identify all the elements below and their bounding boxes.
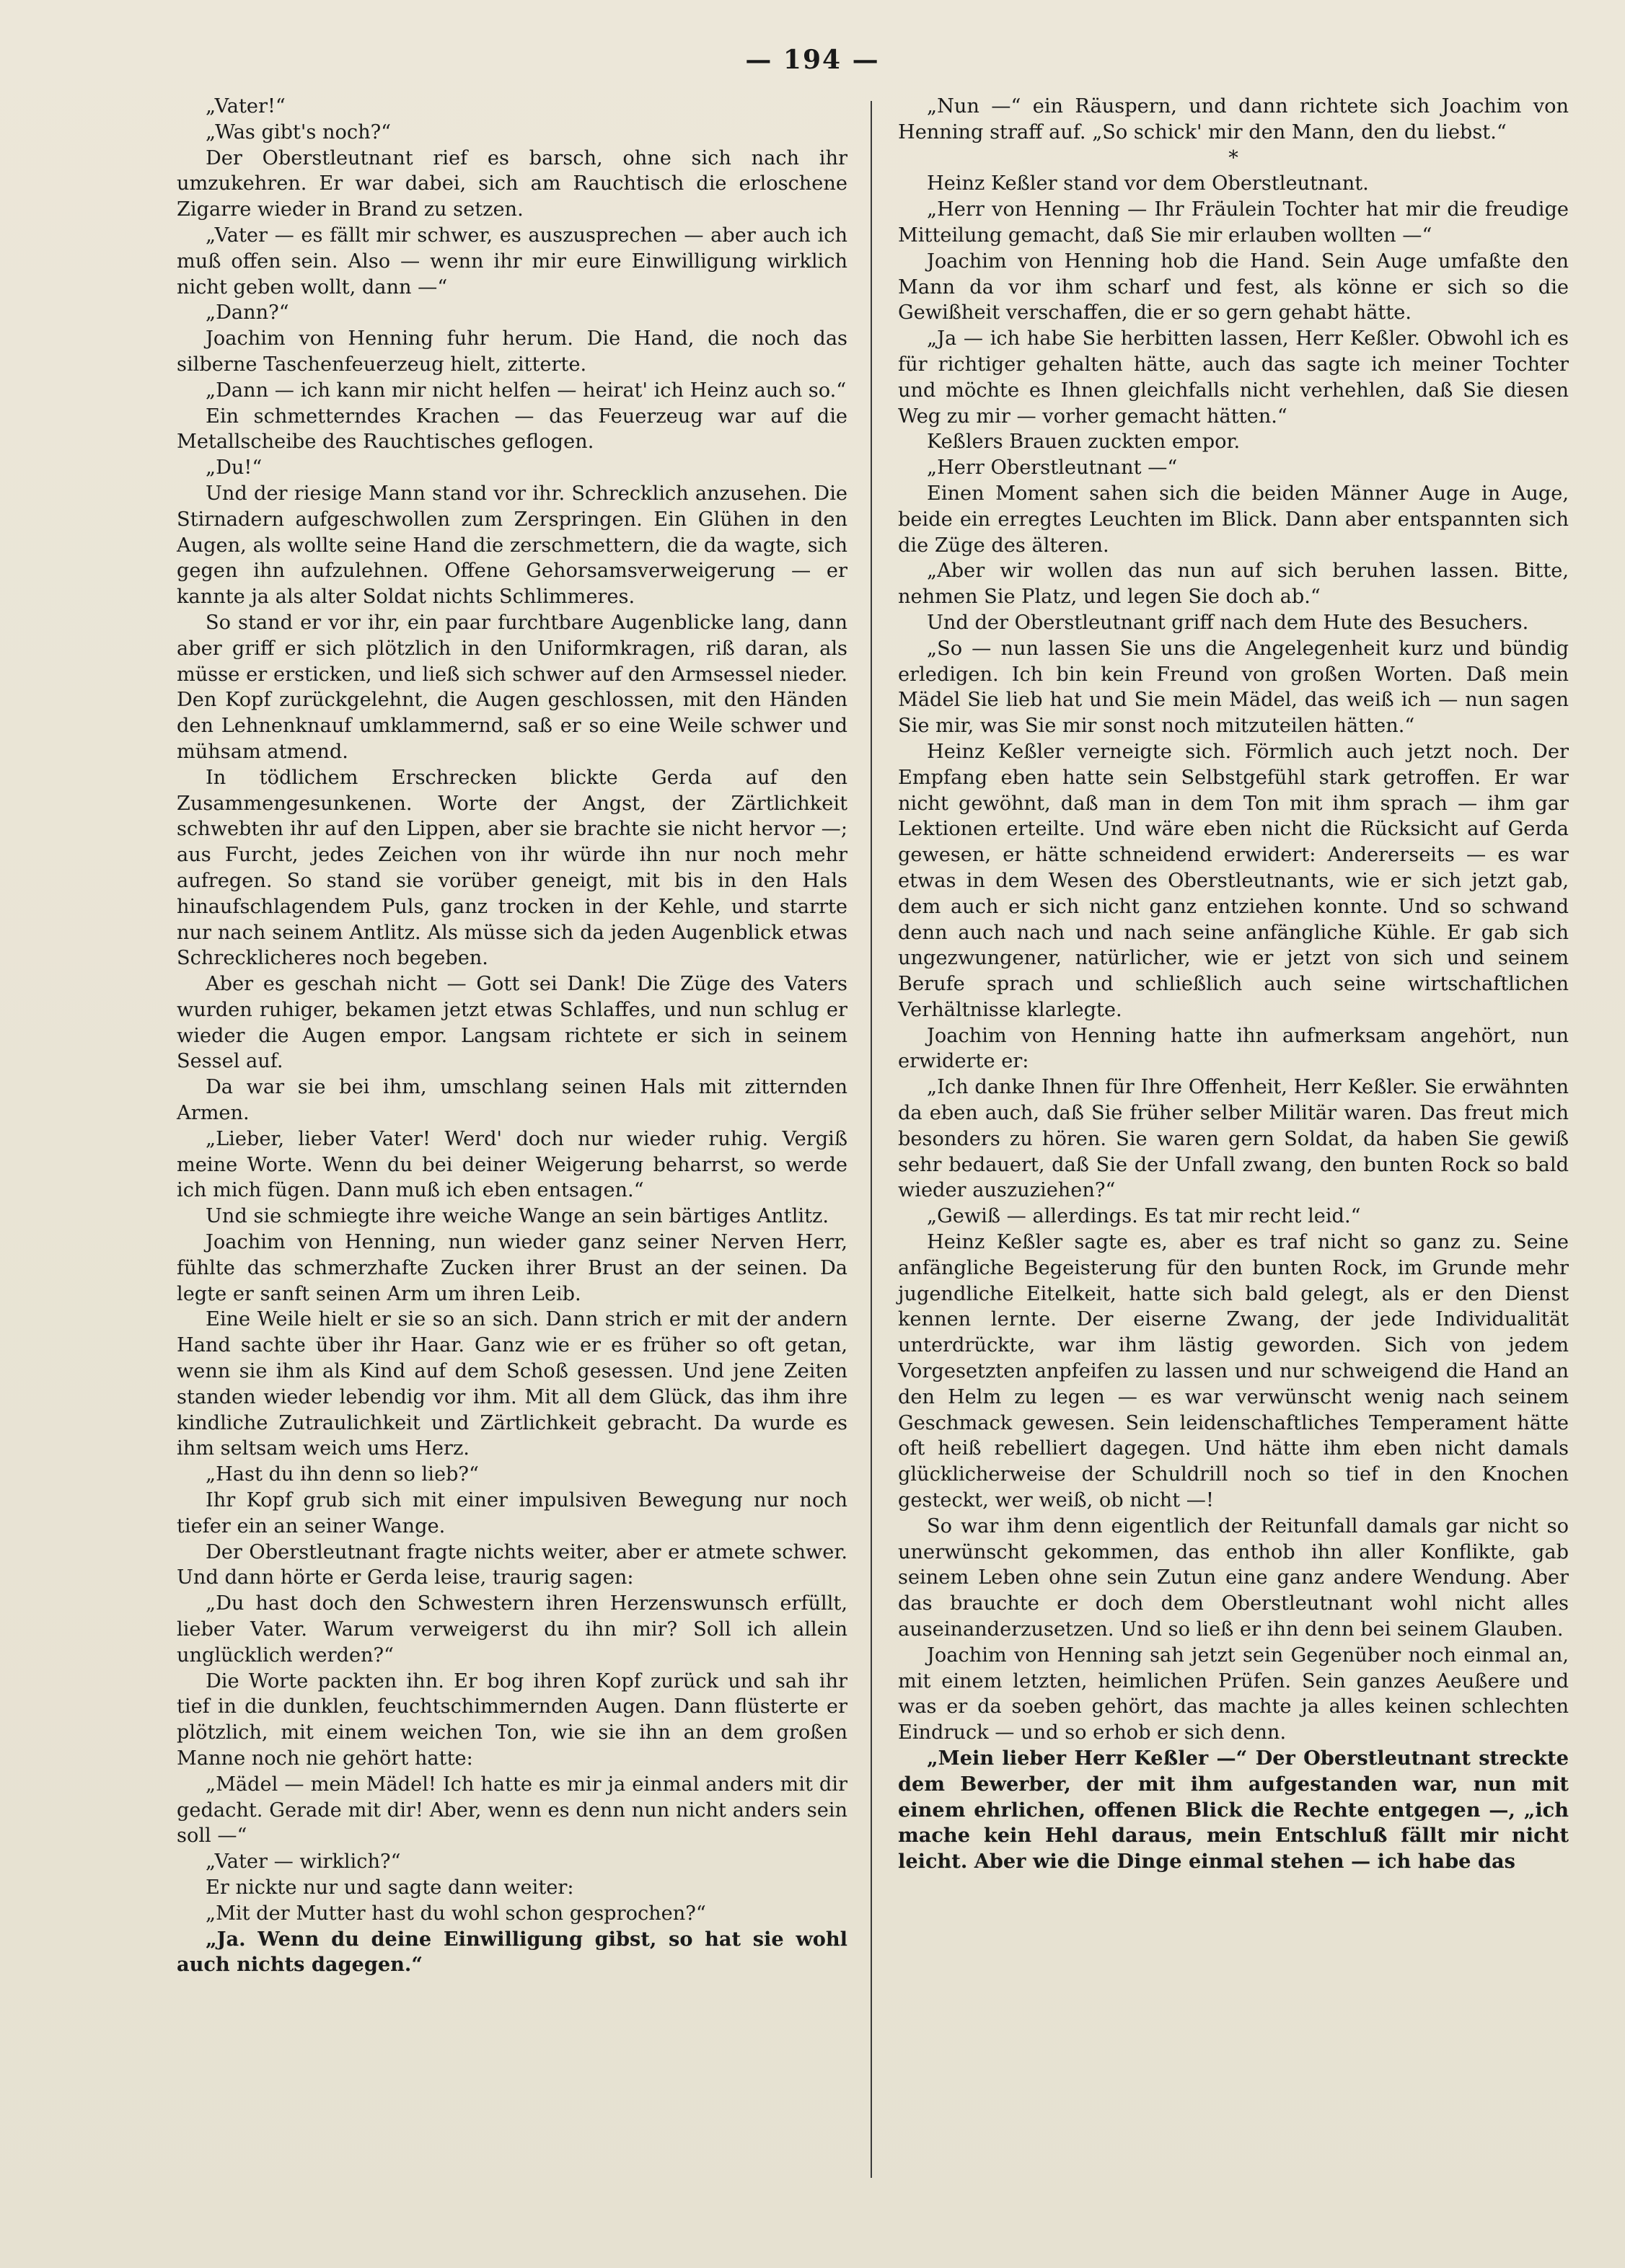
page-number: — 194 —	[745, 45, 880, 75]
paragraph: Da war sie bei ihm, umschlang seinen Hals mit zitternden Armen.	[177, 1076, 847, 1125]
column-divider	[871, 101, 872, 2178]
paragraph: Aber es geschah nicht — Gott sei Dank! Die Züge des Vaters wurden ruhiger, bekamen jetzt etwas Schlaffes, und nun schlug er wieder die Augen empor. Langsam richtete er sich in seinem Sessel auf.	[177, 973, 847, 1073]
paragraph: Und der Oberstleutnant griff nach dem Hute des Besuchers.	[927, 611, 1529, 634]
paragraph: „Aber wir wollen das nun auf sich beruhen lassen. Bitte, nehmen Sie Platz, und legen Sie doch ab.“	[898, 560, 1569, 609]
paragraph: „So — nun lassen Sie uns die Angelegenheit kurz und bündig erledigen. Ich bin kein Freund von großen Worten. Daß mein Mädel Sie lieb hat und Sie mein Mädel, das weiß ich — nun sagen Sie mir, was Sie mir sonst noch mitzuteilen hätten.“	[898, 637, 1569, 738]
paragraph: In tödlichem Erschrecken blickte Gerda auf den Zusammengesunkenen. Worte der Angst, der Zärtlichkeit schwebten ihr auf den Lippen, aber sie brachte sie nicht hervor —; aus Furcht, jedes Zeichen von ihr würde ihn nur noch mehr aufregen. So stand sie vorüber geneigt, mit bis in den Hals hinaufschlagendem Puls, ganz trocken in der Kehle, und starrte nur nach seinem Antlitz. Als müsse sich da jeden Augenblick etwas Schrecklicheres noch begeben.	[177, 766, 847, 970]
paragraph: So stand er vor ihr, ein paar furchtbare Augenblicke lang, dann aber griff er sich plötzlich in den Uniformkragen, riß daran, als müsse er ersticken, und ließ sich schwer auf den Armsessel nieder. Den Kopf zurückgelehnt, die Augen geschlossen, mit den Händen den Lehnenknauf umklammernd, saß er so eine Weile schwer und mühsam atmend.	[177, 611, 847, 763]
paragraph: „Du hast doch den Schwestern ihren Herzenswunsch erfüllt, lieber Vater. Warum verweigerst du ihn mir? Soll ich allein unglücklich werden?“	[177, 1592, 847, 1667]
paragraph: „Vater — es fällt mir schwer, es auszusprechen — aber auch ich muß offen sein. Also — wenn ihr mir eure Einwilligung wirklich nicht geben wollt, dann —“	[177, 224, 847, 299]
paragraph: Joachim von Henning hob die Hand. Sein Auge umfaßte den Mann da vor ihm scharf und fest, als könne er sich so die Gewißheit verschaffen, die er so gern gehabt hätte.	[898, 250, 1569, 325]
paragraph: Joachim von Henning fuhr herum. Die Hand, die noch das silberne Taschenfeuerzeug hielt, zitterte.	[177, 327, 847, 376]
paragraph: So war ihm denn eigentlich der Reitunfall damals gar nicht so unerwünscht gekommen, das enthob ihn aller Konflikte, gab seinem Leben ohne sein Zutun eine ganz andere Wendung. Aber das brauchte er doch dem Oberstleutnant wohl nicht alles auseinanderzusetzen. Und so ließ er ihn denn bei seinem Glauben.	[898, 1514, 1569, 1641]
paragraph: Heinz Keßler stand vor dem Oberstleutnant.	[927, 172, 1369, 195]
paragraph: „Dann?“	[206, 301, 289, 325]
paragraph: Die Worte packten ihn. Er bog ihren Kopf zurück und sah ihr tief in die dunklen, feuchtschimmernden Augen. Dann flüsterte er plötzlich, mit einem weichen Ton, wie sie ihn an dem großen Manne noch nie gehört hatte:	[177, 1669, 847, 1770]
paragraph: „Lieber, lieber Vater! Werd' doch nur wieder ruhig. Vergiß meine Worte. Wenn du bei deiner Weigerung beharrst, so werde ich mich fügen. Dann muß ich eben entsagen.“	[177, 1127, 847, 1202]
paragraph: Der Oberstleutnant rief es barsch, ohne sich nach ihr umzukehren. Er war dabei, sich am Rauchtisch die erloschene Zigarre wieder in Brand zu setzen.	[177, 146, 847, 221]
paragraph: „Ja — ich habe Sie herbitten lassen, Herr Keßler. Obwohl ich es für richtiger gehalten hätte, auch das sagte ich meiner Tochter und möchte es Ihnen gleichfalls nicht verhehlen, daß Sie diesen Weg zu mir — vorher gemacht hätten.“	[898, 327, 1569, 428]
paragraph: „Herr von Henning — Ihr Fräulein Tochter hat mir die freudige Mitteilung gemacht, daß Sie mir erlauben wollten —“	[898, 198, 1569, 247]
paragraph: Joachim von Henning hatte ihn aufmerksam angehört, nun erwiderte er:	[898, 1024, 1569, 1073]
paragraph: „Vater!“	[206, 95, 286, 118]
paragraph: Keßlers Brauen zuckten empor.	[927, 431, 1241, 454]
left-column	[177, 94, 847, 1978]
paragraph: Er nickte nur und sagte dann weiter:	[206, 1876, 574, 1899]
paragraph: „Nun —“ ein Räuspern, und dann richtete sich Joachim von Henning straff auf. „So schick' mir den Mann, den du liebst.“	[898, 95, 1569, 144]
paragraph: „Herr Oberstleutnant —“	[927, 456, 1178, 480]
paragraph: „Du!“	[206, 456, 263, 480]
paragraph: „Hast du ihn denn so lieb?“	[206, 1463, 479, 1486]
section-separator: *	[1228, 146, 1238, 169]
paragraph: „Was gibt's noch?“	[206, 120, 392, 144]
paragraph: Heinz Keßler sagte es, aber es traf nicht so ganz zu. Seine anfängliche Begeisterung für den bunten Rock, im Grunde mehr jugendliche Eitelkeit, hatte sich bald gelegt, als er den Dienst kennen lernte. Der eiserne Zwang, der jede Individualität unterdrückte, war ihm lästig geworden. Sich von jedem Vorgesetzten anpfeifen zu lassen und nur schweigend die Hand an den Helm zu legen — es war verwünscht wenig nach seinem Geschmack gewesen. Sein leidenschaftliches Temperament hätte oft heiß rebelliert dagegen. Und hätte ihm eben nicht damals glücklicherweise der Schuldrill noch so tief in den Knochen gesteckt, wer weiß, ob nicht —!	[898, 1231, 1569, 1512]
paragraph: „Vater — wirklich?“	[206, 1850, 401, 1874]
paragraph: „Dann — ich kann mir nicht helfen — heirat' ich Heinz auch so.“	[206, 379, 847, 402]
paragraph: „Mädel — mein Mädel! Ich hatte es mir ja einmal anders mit dir gedacht. Gerade mit dir! Aber, wenn es denn nun nicht anders sein soll —“	[177, 1773, 847, 1848]
paragraph: Ein schmetterndes Krachen — das Feuerzeug war auf die Metallscheibe des Rauchtisches geflogen.	[177, 405, 847, 454]
paragraph: „Ja. Wenn du deine Einwilligung gibst, so hat sie wohl auch nichts dagegen.“	[177, 1927, 847, 1977]
paragraph: Einen Moment sahen sich die beiden Männer Auge in Auge, beide ein erregtes Leuchten im Blick. Dann aber entspannten sich die Züge des älteren.	[898, 482, 1569, 557]
paragraph: Ihr Kopf grub sich mit einer impulsiven Bewegung nur noch tiefer ein an seiner Wange.	[177, 1489, 847, 1537]
paragraph: Eine Weile hielt er sie so an sich. Dann strich er mit der andern Hand sachte über ihr Haar. Ganz wie er es früher so oft getan, wenn sie ihm als Kind auf dem Schoß gesessen. Und jene Zeiten standen wieder lebendig vor ihm. Mit all dem Glück, das ihm ihre kindliche Zutraulichkeit und Zärtlichkeit gebracht. Da wurde es ihm seltsam weich ums Herz.	[177, 1308, 847, 1460]
paragraph: Heinz Keßler verneigte sich. Förmlich auch jetzt noch. Der Empfang eben hatte sein Selbstgefühl stark getroffen. Er war nicht gewöhnt, daß man in dem Ton mit ihm sprach — ihm gar Lektionen erteilte. Und wäre eben nicht die Rücksicht auf Gerda gewesen, er hätte schneidend erwidert: Andererseits — es war etwas in dem Wesen des Oberstleutnants, wie er sich jetzt gab, dem auch er sich nicht ganz entziehen konnte. Und so schwand denn auch nach und nach seine anfängliche Kühle. Er gab sich ungezwungener, natürlicher, wie er jetzt von sich und seinem Berufe sprach und schließlich auch seine wirtschaftlichen Verhältnisse klarlegte.	[898, 740, 1569, 1021]
paragraph: „Mein lieber Herr Keßler —“ Der Oberstleutnant streckte dem Bewerber, der mit ihm aufgestanden war, nun mit einem ehrlichen, offenen Blick die Rechte entgegen —, „ich mache kein Hehl daraus, mein Entschluß fällt mir nicht leicht. Aber wie die Dinge einmal stehen — ich habe das	[898, 1747, 1569, 1874]
paragraph: Und sie schmiegte ihre weiche Wange an sein bärtiges Antlitz.	[206, 1205, 829, 1228]
paragraph: „Gewiß — allerdings. Es tat mir recht leid.“	[927, 1205, 1361, 1228]
paragraph: Und der riesige Mann stand vor ihr. Schrecklich anzusehen. Die Stirnadern aufgeschwollen zum Zerspringen. Ein Glühen in den Augen, als wollte seine Hand die zerschmettern, die da wagte, sich gegen ihn aufzulehnen. Offene Gehorsamsverweigerung — er kannte ja als alter Soldat nichts Schlimmeres.	[177, 482, 847, 609]
paragraph: Joachim von Henning, nun wieder ganz seiner Nerven Herr, fühlte das schmerzhafte Zucken ihrer Brust an der seinen. Da legte er sanft seinen Arm um ihren Leib.	[177, 1231, 847, 1305]
paragraph: „Ich danke Ihnen für Ihre Offenheit, Herr Keßler. Sie erwähnten da eben auch, daß Sie früher selber Militär waren. Das freut mich besonders zu hören. Sie waren gern Soldat, da haben Sie gewiß sehr bedauert, daß Sie der Unfall zwang, den bunten Rock so bald wieder auszuziehen?“	[898, 1076, 1569, 1202]
paragraph: „Mit der Mutter hast du wohl schon gesprochen?“	[206, 1902, 706, 1925]
paragraph: Joachim von Henning sah jetzt sein Gegenüber noch einmal an, mit einem letzten, heimlichen Prüfen. Sein ganzes Aeußere und was er da soeben gehört, das machte ja alles keinen schlechten Eindruck — und so erhob er sich denn.	[898, 1643, 1569, 1744]
paragraph: Der Oberstleutnant fragte nichts weiter, aber er atmete schwer. Und dann hörte er Gerda leise, traurig sagen:	[177, 1540, 847, 1589]
right-column	[898, 94, 1569, 1875]
